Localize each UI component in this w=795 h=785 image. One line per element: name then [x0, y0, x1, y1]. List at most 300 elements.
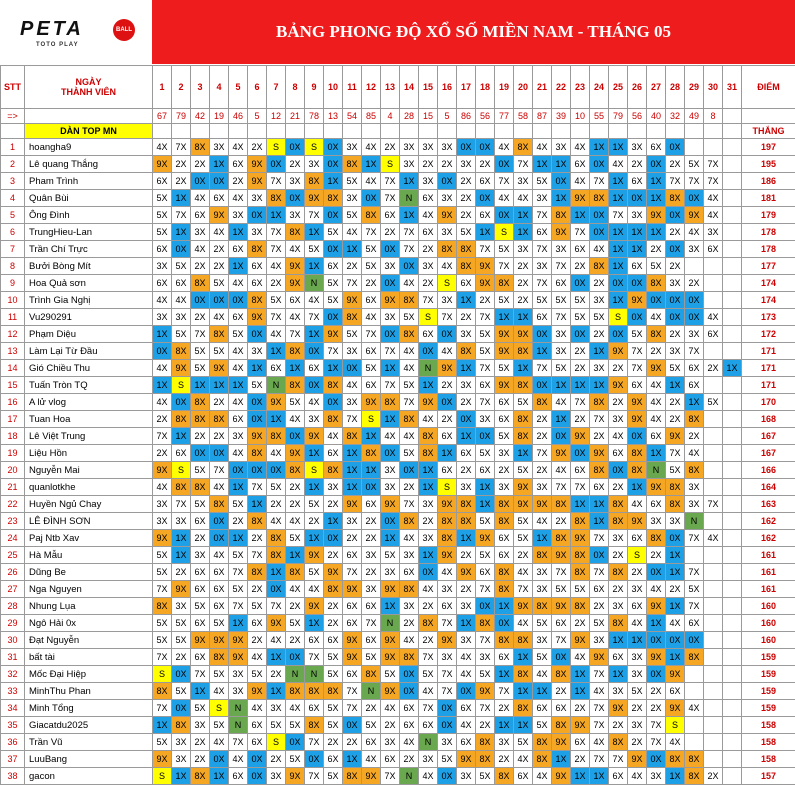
day-cell: 3X	[552, 241, 571, 258]
day-cell: 8X	[172, 343, 191, 360]
day-cell: 9X	[381, 683, 400, 700]
day-cell: 0X	[552, 173, 571, 190]
day-cell	[723, 632, 742, 649]
day-cell: 6X	[476, 462, 495, 479]
table-row	[1, 581, 795, 598]
row-member-name: Trình Gia Nghị	[25, 292, 153, 309]
day-cell	[723, 207, 742, 224]
day-cell: 5X	[153, 564, 172, 581]
day-cell: 7X	[153, 581, 172, 598]
day-cell: 4X	[267, 445, 286, 462]
day-cell: 7X	[248, 547, 267, 564]
day-cell: 0X	[286, 428, 305, 445]
day-cell	[723, 479, 742, 496]
day-cell: 0X	[685, 190, 704, 207]
day-cell: 0X	[267, 581, 286, 598]
day-cell: 8X	[324, 190, 343, 207]
day-cell: 6X	[191, 207, 210, 224]
day-cell: 6X	[362, 343, 381, 360]
day-cell: 2X	[457, 547, 476, 564]
day-cell: 5X	[153, 734, 172, 751]
day-cell: 9X	[324, 564, 343, 581]
day-cell: N	[400, 190, 419, 207]
day-cell: 5X	[324, 224, 343, 241]
results-name-blank	[25, 109, 153, 124]
table-row	[1, 394, 795, 411]
day-cell: 4X	[248, 649, 267, 666]
header-day: 21	[533, 66, 552, 109]
day-cell: 9X	[647, 649, 666, 666]
day-cell: 4X	[153, 360, 172, 377]
day-cell: 3X	[343, 394, 362, 411]
day-cell: 9X	[153, 156, 172, 173]
top-day-blank	[153, 124, 172, 139]
day-cell: 5X	[381, 666, 400, 683]
day-cell: 3X	[495, 479, 514, 496]
day-cell: 0X	[552, 428, 571, 445]
day-cell: 8X	[248, 241, 267, 258]
day-cell: 7X	[590, 717, 609, 734]
day-cell: 2X	[191, 530, 210, 547]
day-cell: 8X	[495, 275, 514, 292]
day-cell: 7X	[685, 173, 704, 190]
day-cell: 2X	[286, 598, 305, 615]
day-cell: 2X	[172, 649, 191, 666]
day-cell: 8X	[153, 598, 172, 615]
day-cell: 3X	[685, 479, 704, 496]
row-points: 160	[742, 615, 795, 632]
day-cell: 1X	[172, 428, 191, 445]
header-day: 5	[229, 66, 248, 109]
day-cell: 0X	[666, 241, 685, 258]
day-cell: 2X	[248, 581, 267, 598]
table-row	[1, 649, 795, 666]
day-cell: 6X	[609, 445, 628, 462]
day-cell: 6X	[419, 224, 438, 241]
header-name: NGÀY THÀNH VIÊN	[25, 66, 153, 109]
day-cell: 7X	[191, 326, 210, 343]
day-cell: 2X	[267, 751, 286, 768]
top-day-blank	[438, 124, 457, 139]
day-cell: 8X	[457, 258, 476, 275]
day-cell: 2X	[476, 717, 495, 734]
day-cell: 2X	[571, 343, 590, 360]
day-cell: 1X	[400, 173, 419, 190]
day-cell: 8X	[495, 564, 514, 581]
day-cell: 7X	[381, 343, 400, 360]
day-cell: 8X	[419, 428, 438, 445]
day-cell: 1X	[229, 377, 248, 394]
day-cell: 3X	[609, 598, 628, 615]
day-cell: 6X	[476, 173, 495, 190]
day-cell: 1X	[153, 717, 172, 734]
day-cell: 5X	[248, 666, 267, 683]
day-cell: 7X	[590, 173, 609, 190]
day-cell: 5X	[362, 258, 381, 275]
day-cell: 2X	[514, 547, 533, 564]
day-cell: 0X	[628, 275, 647, 292]
day-cell: 4X	[457, 666, 476, 683]
day-cell: 8X	[324, 377, 343, 394]
day-cell: 7X	[533, 241, 552, 258]
table-row	[1, 462, 795, 479]
day-cell: 6X	[514, 768, 533, 785]
day-cell: 8X	[210, 326, 229, 343]
day-cell: 0X	[248, 768, 267, 785]
row-stt: 31	[1, 649, 25, 666]
day-cell: 2X	[324, 547, 343, 564]
day-cell: 4X	[438, 564, 457, 581]
day-cell: 2X	[571, 411, 590, 428]
day-cell: 4X	[400, 632, 419, 649]
day-cell: 3X	[438, 649, 457, 666]
day-cell: 8X	[305, 173, 324, 190]
result-value: 79	[609, 109, 628, 124]
day-cell: 7X	[400, 394, 419, 411]
day-cell: 5X	[324, 666, 343, 683]
day-cell: 8X	[571, 598, 590, 615]
day-cell: N	[419, 734, 438, 751]
day-cell: 0X	[172, 394, 191, 411]
day-cell: 6X	[400, 564, 419, 581]
day-cell: 8X	[305, 683, 324, 700]
day-cell: 7X	[590, 751, 609, 768]
row-points: 171	[742, 377, 795, 394]
day-cell: 5X	[628, 326, 647, 343]
day-cell: 1X	[419, 462, 438, 479]
day-cell: 7X	[400, 496, 419, 513]
day-cell: 5X	[324, 768, 343, 785]
day-cell: 4X	[590, 734, 609, 751]
day-cell: 6X	[172, 275, 191, 292]
day-cell: 9X	[590, 649, 609, 666]
row-member-name: Vu290291	[25, 309, 153, 326]
table-row	[1, 173, 795, 190]
day-cell: 8X	[647, 326, 666, 343]
day-cell: 6X	[438, 598, 457, 615]
result-value: 39	[552, 109, 571, 124]
day-cell: 2X	[343, 734, 362, 751]
day-cell: 6X	[362, 377, 381, 394]
day-cell: 8X	[419, 615, 438, 632]
day-cell: 9X	[419, 394, 438, 411]
day-cell: 5X	[210, 666, 229, 683]
day-cell: 6X	[248, 734, 267, 751]
day-cell: 1X	[495, 598, 514, 615]
day-cell: 6X	[248, 258, 267, 275]
day-cell: 0X	[666, 207, 685, 224]
day-cell: 6X	[628, 598, 647, 615]
day-cell: 9X	[305, 547, 324, 564]
day-cell: 4X	[153, 139, 172, 156]
top-day-blank	[381, 124, 400, 139]
day-cell: 8X	[343, 428, 362, 445]
row-stt: 11	[1, 309, 25, 326]
day-cell: 3X	[419, 530, 438, 547]
day-cell: 4X	[343, 224, 362, 241]
day-cell: 0X	[286, 649, 305, 666]
result-value: 67	[153, 109, 172, 124]
day-cell: 4X	[229, 343, 248, 360]
day-cell: 1X	[457, 428, 476, 445]
day-cell: 6X	[457, 275, 476, 292]
day-cell: 2X	[286, 479, 305, 496]
day-cell: 2X	[457, 173, 476, 190]
day-cell: 1X	[533, 156, 552, 173]
day-cell: 7X	[324, 343, 343, 360]
row-points: 161	[742, 547, 795, 564]
header-day: 6	[248, 66, 267, 109]
day-cell: 0X	[172, 666, 191, 683]
day-cell: 6X	[324, 258, 343, 275]
day-cell: 1X	[153, 377, 172, 394]
day-cell: 6X	[495, 394, 514, 411]
row-member-name: Mốc Đại Hiệp	[25, 666, 153, 683]
day-cell: 5X	[343, 207, 362, 224]
day-cell: 9X	[324, 326, 343, 343]
row-member-name: Hoa Quả sơn	[25, 275, 153, 292]
day-cell: 3X	[438, 190, 457, 207]
day-cell: 5X	[286, 717, 305, 734]
day-cell: 5X	[476, 445, 495, 462]
header-day: 7	[267, 66, 286, 109]
day-cell: 9X	[362, 768, 381, 785]
day-cell: 4X	[210, 547, 229, 564]
day-cell: 3X	[248, 190, 267, 207]
day-cell: 2X	[324, 734, 343, 751]
table-row	[1, 479, 795, 496]
day-cell: 7X	[362, 224, 381, 241]
day-cell: 8X	[628, 445, 647, 462]
day-cell: 8X	[172, 479, 191, 496]
day-cell: 8X	[400, 411, 419, 428]
day-cell: 2X	[210, 241, 229, 258]
day-cell: 0X	[362, 190, 381, 207]
day-cell: 8X	[457, 513, 476, 530]
day-cell: 6X	[571, 156, 590, 173]
day-cell: 9X	[457, 564, 476, 581]
day-cell: 8X	[609, 496, 628, 513]
day-cell: 9X	[628, 411, 647, 428]
day-cell: 6X	[267, 360, 286, 377]
day-cell	[685, 683, 704, 700]
row-stt: 2	[1, 156, 25, 173]
day-cell: 0X	[191, 173, 210, 190]
day-cell: 1X	[172, 190, 191, 207]
day-cell: 9X	[552, 734, 571, 751]
row-points: 159	[742, 649, 795, 666]
day-cell: 2X	[381, 224, 400, 241]
day-cell: 7X	[704, 156, 723, 173]
day-cell: 8X	[438, 530, 457, 547]
day-cell: 8X	[191, 275, 210, 292]
day-cell: 0X	[191, 292, 210, 309]
day-cell: 4X	[324, 428, 343, 445]
day-cell: 9X	[210, 207, 229, 224]
day-cell: 4X	[685, 224, 704, 241]
day-cell: 7X	[172, 496, 191, 513]
table-row	[1, 700, 795, 717]
day-cell: 7X	[552, 632, 571, 649]
day-cell: 9X	[286, 275, 305, 292]
day-cell	[704, 683, 723, 700]
table-row	[1, 258, 795, 275]
day-cell: 9X	[153, 530, 172, 547]
day-cell: 3X	[381, 564, 400, 581]
day-cell: 8X	[457, 496, 476, 513]
day-cell: 6X	[229, 156, 248, 173]
day-cell: 2X	[153, 411, 172, 428]
top-day-blank	[514, 124, 533, 139]
day-cell: 5X	[533, 615, 552, 632]
row-points: 161	[742, 564, 795, 581]
day-cell	[704, 751, 723, 768]
day-cell: 6X	[305, 700, 324, 717]
day-cell: 3X	[400, 139, 419, 156]
day-cell: S	[419, 309, 438, 326]
day-cell: 3X	[267, 700, 286, 717]
day-cell: 8X	[590, 190, 609, 207]
day-cell: 7X	[514, 156, 533, 173]
day-cell: 0X	[343, 717, 362, 734]
day-cell: 9X	[248, 173, 267, 190]
day-cell: 5X	[210, 343, 229, 360]
day-cell: 3X	[267, 768, 286, 785]
day-cell: 0X	[571, 326, 590, 343]
day-cell: 6X	[419, 326, 438, 343]
day-cell: 7X	[362, 326, 381, 343]
day-cell: 9X	[153, 751, 172, 768]
day-cell: 7X	[685, 564, 704, 581]
top-day-blank	[324, 124, 343, 139]
day-cell: 9X	[533, 496, 552, 513]
day-cell: 7X	[685, 598, 704, 615]
day-cell: 6X	[248, 275, 267, 292]
day-cell: 0X	[210, 292, 229, 309]
row-points: 178	[742, 241, 795, 258]
day-cell: 1X	[172, 768, 191, 785]
row-stt: 34	[1, 700, 25, 717]
day-cell: 8X	[248, 445, 267, 462]
day-cell: 4X	[267, 258, 286, 275]
header-day: 2	[172, 66, 191, 109]
day-cell: 7X	[362, 615, 381, 632]
row-stt: 22	[1, 496, 25, 513]
day-cell: 5X	[362, 649, 381, 666]
day-cell: 0X	[628, 428, 647, 445]
day-cell: 4X	[514, 751, 533, 768]
day-cell: S	[210, 700, 229, 717]
day-cell: 8X	[324, 462, 343, 479]
day-cell: 3X	[628, 139, 647, 156]
day-cell: 0X	[210, 513, 229, 530]
day-cell: 0X	[210, 751, 229, 768]
row-stt: 35	[1, 717, 25, 734]
day-cell: 6X	[704, 241, 723, 258]
day-cell: 2X	[685, 275, 704, 292]
day-cell: 2X	[457, 462, 476, 479]
top-day-blank	[210, 124, 229, 139]
day-cell: 1X	[419, 377, 438, 394]
day-cell: 1X	[552, 190, 571, 207]
day-cell	[723, 598, 742, 615]
day-cell: 0X	[533, 377, 552, 394]
result-value: 55	[590, 109, 609, 124]
day-cell: 5X	[191, 343, 210, 360]
day-cell: 4X	[685, 445, 704, 462]
day-cell: 9X	[495, 343, 514, 360]
day-cell: 5X	[628, 683, 647, 700]
day-cell: 0X	[248, 411, 267, 428]
day-cell: 3X	[381, 462, 400, 479]
table-row	[1, 598, 795, 615]
day-cell: 0X	[647, 292, 666, 309]
day-cell: 1X	[267, 343, 286, 360]
top-day-blank	[666, 124, 685, 139]
day-cell: N	[647, 462, 666, 479]
day-cell: 1X	[514, 224, 533, 241]
logo-ball-icon: BALL	[113, 19, 135, 41]
day-cell: 2X	[666, 224, 685, 241]
day-cell: 9X	[514, 479, 533, 496]
day-cell: 8X	[191, 768, 210, 785]
day-cell: 9X	[685, 207, 704, 224]
day-cell	[704, 666, 723, 683]
day-cell: 5X	[590, 309, 609, 326]
day-cell: 9X	[609, 700, 628, 717]
day-cell: 7X	[666, 445, 685, 462]
header-day: 14	[400, 66, 419, 109]
day-cell: 7X	[343, 411, 362, 428]
day-cell: 2X	[628, 564, 647, 581]
day-cell: 8X	[305, 717, 324, 734]
day-cell: 2X	[609, 394, 628, 411]
result-value: 40	[647, 109, 666, 124]
day-cell: 2X	[362, 564, 381, 581]
day-cell: 5X	[571, 309, 590, 326]
day-cell: 9X	[381, 649, 400, 666]
day-cell: 8X	[324, 683, 343, 700]
day-cell: 5X	[419, 666, 438, 683]
day-cell: 3X	[457, 377, 476, 394]
day-cell: 3X	[400, 156, 419, 173]
day-cell: 9X	[552, 224, 571, 241]
day-cell: 7X	[381, 190, 400, 207]
day-cell: 2X	[229, 513, 248, 530]
day-cell: 9X	[514, 496, 533, 513]
day-cell: 9X	[438, 632, 457, 649]
day-cell: 7X	[153, 649, 172, 666]
logo-subtitle: TOTO PLAY	[36, 42, 79, 48]
row-stt: 20	[1, 462, 25, 479]
top-day-blank	[647, 124, 666, 139]
day-cell: 7X	[419, 649, 438, 666]
result-value: 85	[362, 109, 381, 124]
day-cell: 1X	[324, 513, 343, 530]
day-cell: 8X	[571, 513, 590, 530]
day-cell: 1X	[552, 156, 571, 173]
day-cell: 5X	[495, 241, 514, 258]
row-stt: 38	[1, 768, 25, 785]
row-points: 162	[742, 513, 795, 530]
row-points: 173	[742, 309, 795, 326]
day-cell: 2X	[210, 258, 229, 275]
day-cell: 8X	[248, 564, 267, 581]
day-cell: 8X	[685, 411, 704, 428]
day-cell: 4X	[191, 241, 210, 258]
day-cell: 1X	[267, 649, 286, 666]
row-stt: 12	[1, 326, 25, 343]
